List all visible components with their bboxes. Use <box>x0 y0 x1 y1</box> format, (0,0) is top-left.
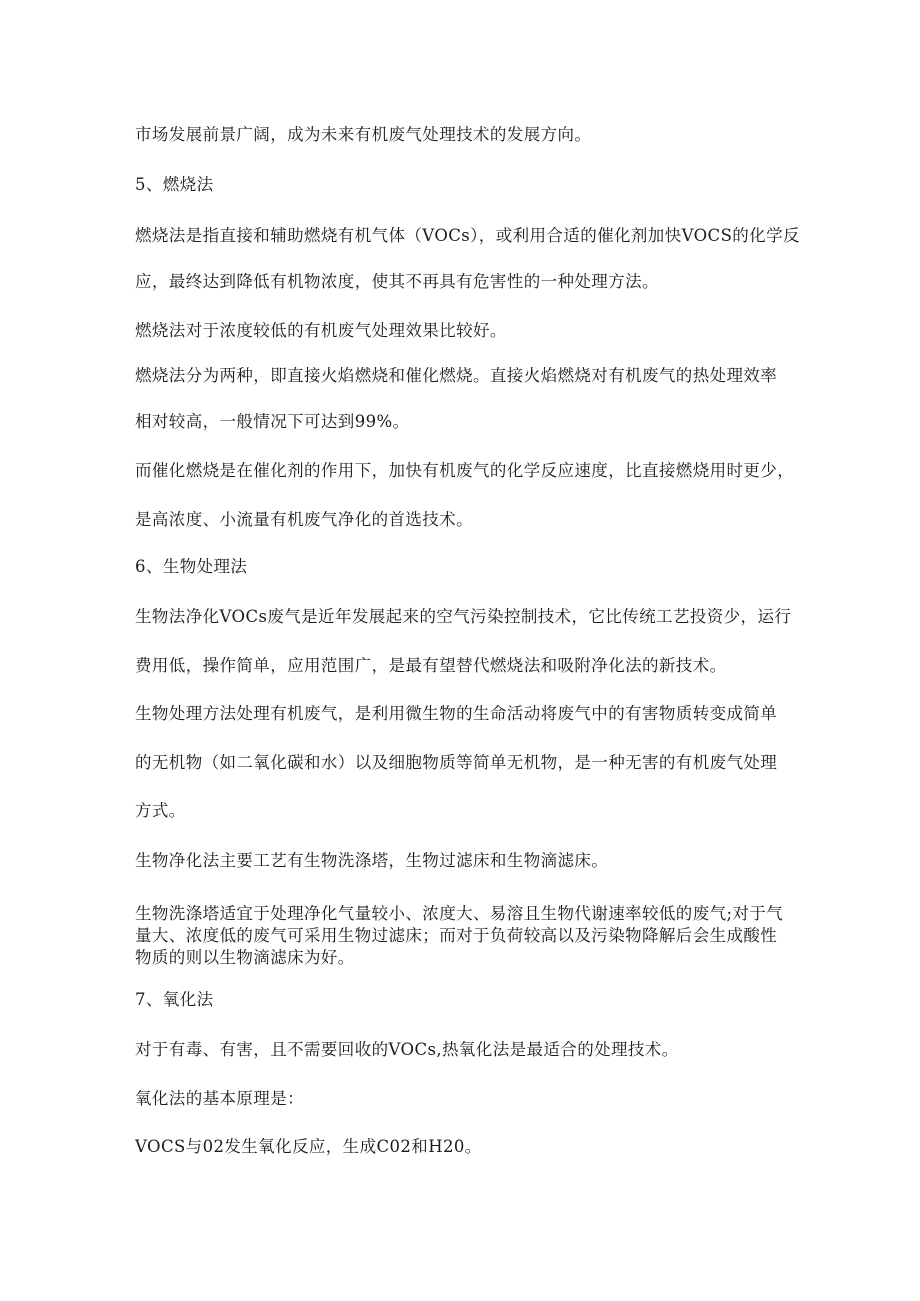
heading-oxidation: 7、氧化法 <box>135 990 214 1009</box>
paragraph-market-prospect: 市场发展前景广阔，成为未来有机废气处理技术的发展方向。 <box>135 125 592 144</box>
paragraph-biological-method-line-1: 生物处理方法处理有机废气，是利用微生物的生命活动将废气中的有害物质转变成简单 <box>135 704 778 723</box>
heading-biological: 6、生物处理法 <box>135 557 248 576</box>
paragraph-catalytic-line-1: 而催化燃烧是在催化剂的作用下，加快有机废气的化学反应速度，比直接燃烧用时更少， <box>135 461 795 480</box>
paragraph-bioscrubber-line-1: 生物洗涤塔适宜于处理净化气量较小、浓度大、易溶且生物代谢速率较低的废气;对于气 <box>135 904 784 923</box>
paragraph-oxidation-principle: 氧化法的基本原理是： <box>135 1089 304 1108</box>
paragraph-combustion-low-concentration: 燃烧法对于浓度较低的有机废气处理效果比较好。 <box>135 321 507 340</box>
paragraph-combustion-types-line-2: 相对较高，一般情况下可达到99%。 <box>135 412 410 431</box>
paragraph-oxidation-toxic: 对于有毒、有害，且不需要回收的VOCs,热氧化法是最适合的处理技术。 <box>135 1040 679 1059</box>
paragraph-bioscrubber-line-2: 量大、浓度低的废气可采用生物过滤床；而对于负荷较高以及污染物降解后会生成酸性 <box>135 926 778 945</box>
paragraph-biological-method-line-3: 方式。 <box>135 801 186 820</box>
paragraph-biological-method-line-2: 的无机物（如二氧化碳和水）以及细胞物质等简单无机物，是一种无害的有机废气处理 <box>135 753 778 772</box>
paragraph-biological-processes: 生物净化法主要工艺有生物洗涤塔，生物过滤床和生物滴滤床。 <box>135 851 609 870</box>
paragraph-bioscrubber-line-3: 物质的则以生物滴滤床为好。 <box>135 948 355 967</box>
paragraph-oxidation-reaction: VOCS与02发生氧化反应，生成C02和H20。 <box>135 1137 482 1156</box>
paragraph-catalytic-line-2: 是高浓度、小流量有机废气净化的首选技术。 <box>135 510 473 529</box>
paragraph-combustion-types-line-1: 燃烧法分为两种，即直接火焰燃烧和催化燃烧。直接火焰燃烧对有机废气的热处理效率 <box>135 366 778 385</box>
heading-combustion: 5、燃烧法 <box>135 175 214 194</box>
paragraph-biological-line-2: 费用低，操作简单，应用范围广，是最有望替代燃烧法和吸附净化法的新技术。 <box>135 656 727 675</box>
paragraph-combustion-line-1: 燃烧法是指直接和辅助燃烧有机气体（VOCs），或利用合适的催化剂加快VOCS的化学反 <box>135 226 800 245</box>
paragraph-combustion-line-2: 应，最终达到降低有机物浓度，使其不再具有危害性的一种处理方法。 <box>135 272 659 291</box>
paragraph-biological-line-1: 生物法净化VOCs废气是近年发展起来的空气污染控制技术，它比传统工艺投资少，运行 <box>135 607 792 626</box>
